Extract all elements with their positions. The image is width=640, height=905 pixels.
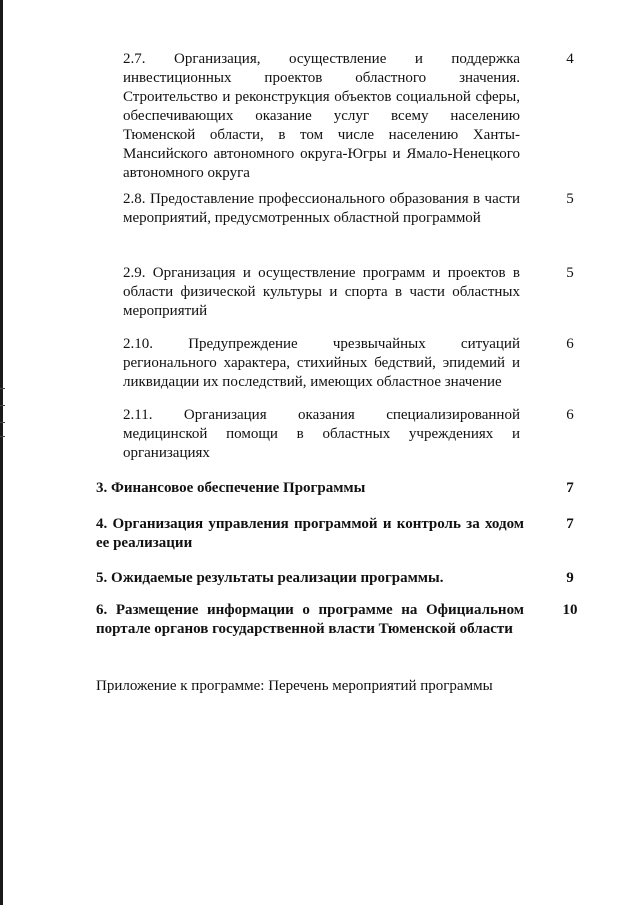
toc-page-number: 4 bbox=[566, 51, 574, 67]
toc-page-number: 6 bbox=[566, 407, 574, 423]
toc-entry-2-9: 2.9. Организация и осуществление программ и проектов в области физической культуры и спорта в части областных мероприятий bbox=[123, 265, 520, 319]
scan-edge-mark bbox=[0, 436, 5, 437]
toc-entry-2-7: 2.7. Организация, осуществление и поддержка инвестиционных проектов областного значения. Строительство и реконструкция объектов социальной сферы, обеспечивающих оказание услуг всему населению Тюменской области, в том числе населению Ханты-Мансийского автономного округа-Югры и Ямало-Ненецкого автономного округа bbox=[123, 51, 520, 181]
appendix-line: Приложение к программе: Перечень мероприятий программы bbox=[96, 678, 493, 694]
toc-page-number: 5 bbox=[566, 265, 574, 281]
scan-edge-mark bbox=[0, 405, 5, 406]
toc-section-5: 5. Ожидаемые результаты реализации программы. bbox=[96, 570, 444, 586]
toc-section-4: 4. Организация управления программой и контроль за ходом ее реализации bbox=[96, 516, 524, 551]
toc-entry-2-8: 2.8. Предоставление профессионального образования в части мероприятий, предусмотренных областной программой bbox=[123, 191, 520, 226]
toc-page-number: 7 bbox=[566, 480, 574, 496]
toc-entry-2-10: 2.10. Предупреждение чрезвычайных ситуаций регионального характера, стихийных бедствий, эпидемий и ликвидации их последствий, имеющих областное значение bbox=[123, 336, 520, 390]
scan-edge-mark bbox=[0, 388, 5, 389]
toc-section-6: 6. Размещение информации о программе на Официальном портале органов государственной власти Тюменской области bbox=[96, 602, 524, 637]
toc-page-number: 9 bbox=[566, 570, 574, 586]
toc-section-3: 3. Финансовое обеспечение Программы bbox=[96, 480, 366, 496]
toc-page-number: 5 bbox=[566, 191, 574, 207]
toc-page-number: 7 bbox=[566, 516, 574, 532]
toc-entry-2-11: 2.11. Организация оказания специализированной медицинской помощи в областных учреждениях и организациях bbox=[123, 407, 520, 461]
scan-edge-mark bbox=[0, 422, 5, 423]
toc-page-number: 6 bbox=[566, 336, 574, 352]
scan-left-edge bbox=[0, 0, 3, 905]
toc-page-number: 10 bbox=[562, 602, 578, 618]
